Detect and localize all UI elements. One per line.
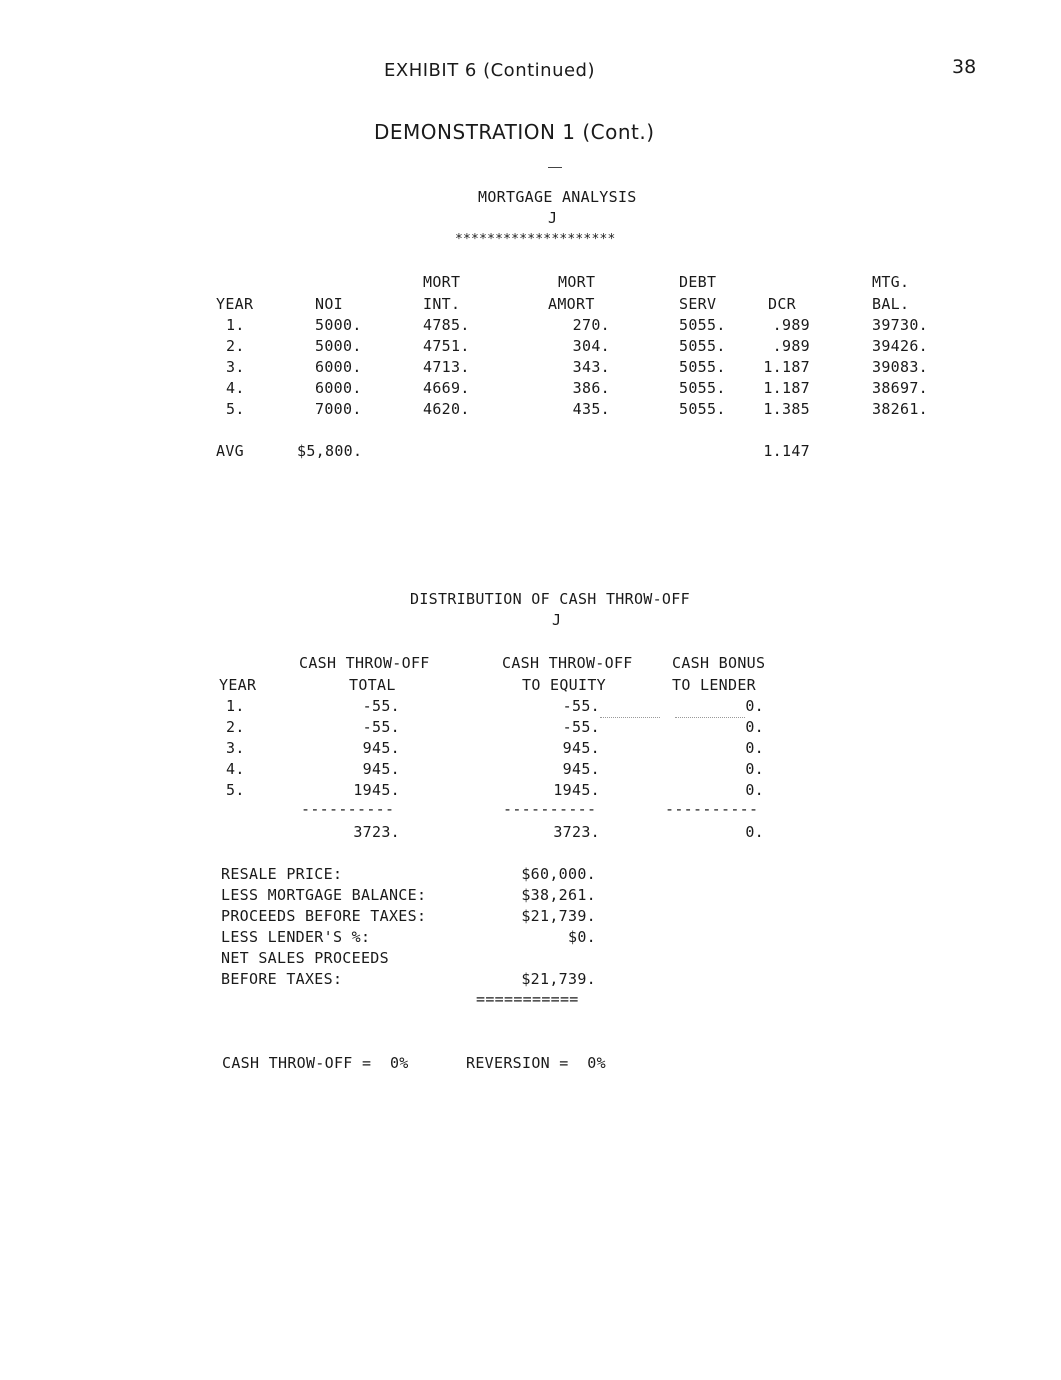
row-amort: 304. [572, 337, 610, 355]
row-int: 4713. [423, 358, 470, 376]
row-bonus: 0. [745, 739, 764, 757]
row-noi: 5000. [315, 316, 362, 334]
row-year: 1. [226, 697, 245, 715]
header-debt-serv-1: DEBT [679, 273, 717, 291]
equity-rule: ---------- [503, 800, 597, 818]
row-serv: 5055. [679, 379, 726, 397]
header-mtg-bal-1: MTG. [872, 273, 910, 291]
bonus-rule: ---------- [665, 800, 759, 818]
header-mort-amort-2: AMORT [548, 295, 595, 313]
header-noi: NOI [315, 295, 343, 313]
resale-value: $0. [568, 928, 596, 946]
page-number: 38 [952, 56, 977, 78]
exhibit-heading: EXHIBIT 6 (Continued) [384, 60, 596, 81]
row-total: -55. [362, 718, 400, 736]
resale-label: LESS LENDER'S %: [221, 928, 371, 946]
header-year: YEAR [216, 295, 254, 313]
row-equity: 945. [562, 739, 600, 757]
resale-value: $21,739. [521, 907, 596, 925]
reversion-rate: REVERSION = 0% [466, 1054, 606, 1072]
net-proceeds-label-2: BEFORE TAXES: [221, 970, 343, 988]
total-rule: ---------- [301, 800, 395, 818]
totals-bonus: 0. [745, 823, 764, 841]
mortgage-marker: J [548, 209, 558, 227]
header-mort-int-1: MORT [423, 273, 461, 291]
row-equity: 1945. [553, 781, 600, 799]
row-year: 2. [226, 337, 245, 355]
row-int: 4751. [423, 337, 470, 355]
row-total: -55. [362, 697, 400, 715]
header-bonus-1: CASH BONUS [672, 654, 766, 672]
row-dcr: .989 [772, 316, 810, 334]
resale-label: RESALE PRICE: [221, 865, 343, 883]
star-rule: ******************** [455, 232, 616, 247]
row-serv: 5055. [679, 358, 726, 376]
row-serv: 5055. [679, 400, 726, 418]
row-bal: 39426. [872, 337, 928, 355]
row-equity: -55. [562, 718, 600, 736]
header-dcr: DCR [768, 295, 796, 313]
faint-dash [600, 717, 660, 718]
row-bal: 38261. [872, 400, 928, 418]
row-amort: 270. [572, 316, 610, 334]
row-year: 3. [226, 739, 245, 757]
mortgage-analysis-title: MORTGAGE ANALYSIS [478, 188, 637, 206]
row-equity: 945. [562, 760, 600, 778]
avg-dcr: 1.147 [763, 442, 810, 460]
header-total-2: TOTAL [349, 676, 396, 694]
totals-total: 3723. [353, 823, 400, 841]
double-rule: =========== [476, 990, 579, 1008]
row-dcr: 1.187 [763, 358, 810, 376]
row-noi: 5000. [315, 337, 362, 355]
row-bal: 38697. [872, 379, 928, 397]
row-year: 5. [226, 400, 245, 418]
resale-label: LESS MORTGAGE BALANCE: [221, 886, 427, 904]
row-noi: 7000. [315, 400, 362, 418]
row-dcr: 1.187 [763, 379, 810, 397]
dash-mark [548, 167, 562, 168]
net-proceeds-value: $21,739. [521, 970, 596, 988]
net-proceeds-label-1: NET SALES PROCEEDS [221, 949, 389, 967]
row-noi: 6000. [315, 358, 362, 376]
row-amort: 435. [572, 400, 610, 418]
row-bal: 39083. [872, 358, 928, 376]
row-dcr: .989 [772, 337, 810, 355]
faint-dash [675, 717, 745, 718]
row-bonus: 0. [745, 718, 764, 736]
row-int: 4669. [423, 379, 470, 397]
row-year: 3. [226, 358, 245, 376]
row-total: 1945. [353, 781, 400, 799]
header-debt-serv-2: SERV [679, 295, 717, 313]
row-bal: 39730. [872, 316, 928, 334]
row-year: 1. [226, 316, 245, 334]
resale-value: $38,261. [521, 886, 596, 904]
avg-noi: $5,800. [297, 442, 363, 460]
row-bonus: 0. [745, 760, 764, 778]
header-mort-int-2: INT. [423, 295, 461, 313]
totals-equity: 3723. [553, 823, 600, 841]
row-int: 4620. [423, 400, 470, 418]
resale-value: $60,000. [521, 865, 596, 883]
row-year: 2. [226, 718, 245, 736]
demonstration-title: DEMONSTRATION 1 (Cont.) [374, 120, 655, 144]
row-serv: 5055. [679, 316, 726, 334]
header-mort-amort-1: MORT [558, 273, 596, 291]
header-equity-1: CASH THROW-OFF [502, 654, 633, 672]
row-year: 4. [226, 379, 245, 397]
row-int: 4785. [423, 316, 470, 334]
distribution-title: DISTRIBUTION OF CASH THROW-OFF [410, 590, 690, 608]
row-bonus: 0. [745, 697, 764, 715]
row-dcr: 1.385 [763, 400, 810, 418]
header-mtg-bal-2: BAL. [872, 295, 910, 313]
header-year: YEAR [219, 676, 257, 694]
row-amort: 343. [572, 358, 610, 376]
row-year: 4. [226, 760, 245, 778]
resale-label: PROCEEDS BEFORE TAXES: [221, 907, 427, 925]
row-total: 945. [362, 760, 400, 778]
header-total-1: CASH THROW-OFF [299, 654, 430, 672]
avg-label: AVG [216, 442, 244, 460]
row-year: 5. [226, 781, 245, 799]
cash-throwoff-rate: CASH THROW-OFF = 0% [222, 1054, 409, 1072]
header-equity-2: TO EQUITY [522, 676, 606, 694]
row-bonus: 0. [745, 781, 764, 799]
row-noi: 6000. [315, 379, 362, 397]
header-bonus-2: TO LENDER [672, 676, 756, 694]
row-total: 945. [362, 739, 400, 757]
row-amort: 386. [572, 379, 610, 397]
row-equity: -55. [562, 697, 600, 715]
row-serv: 5055. [679, 337, 726, 355]
distribution-marker: J [552, 611, 562, 629]
